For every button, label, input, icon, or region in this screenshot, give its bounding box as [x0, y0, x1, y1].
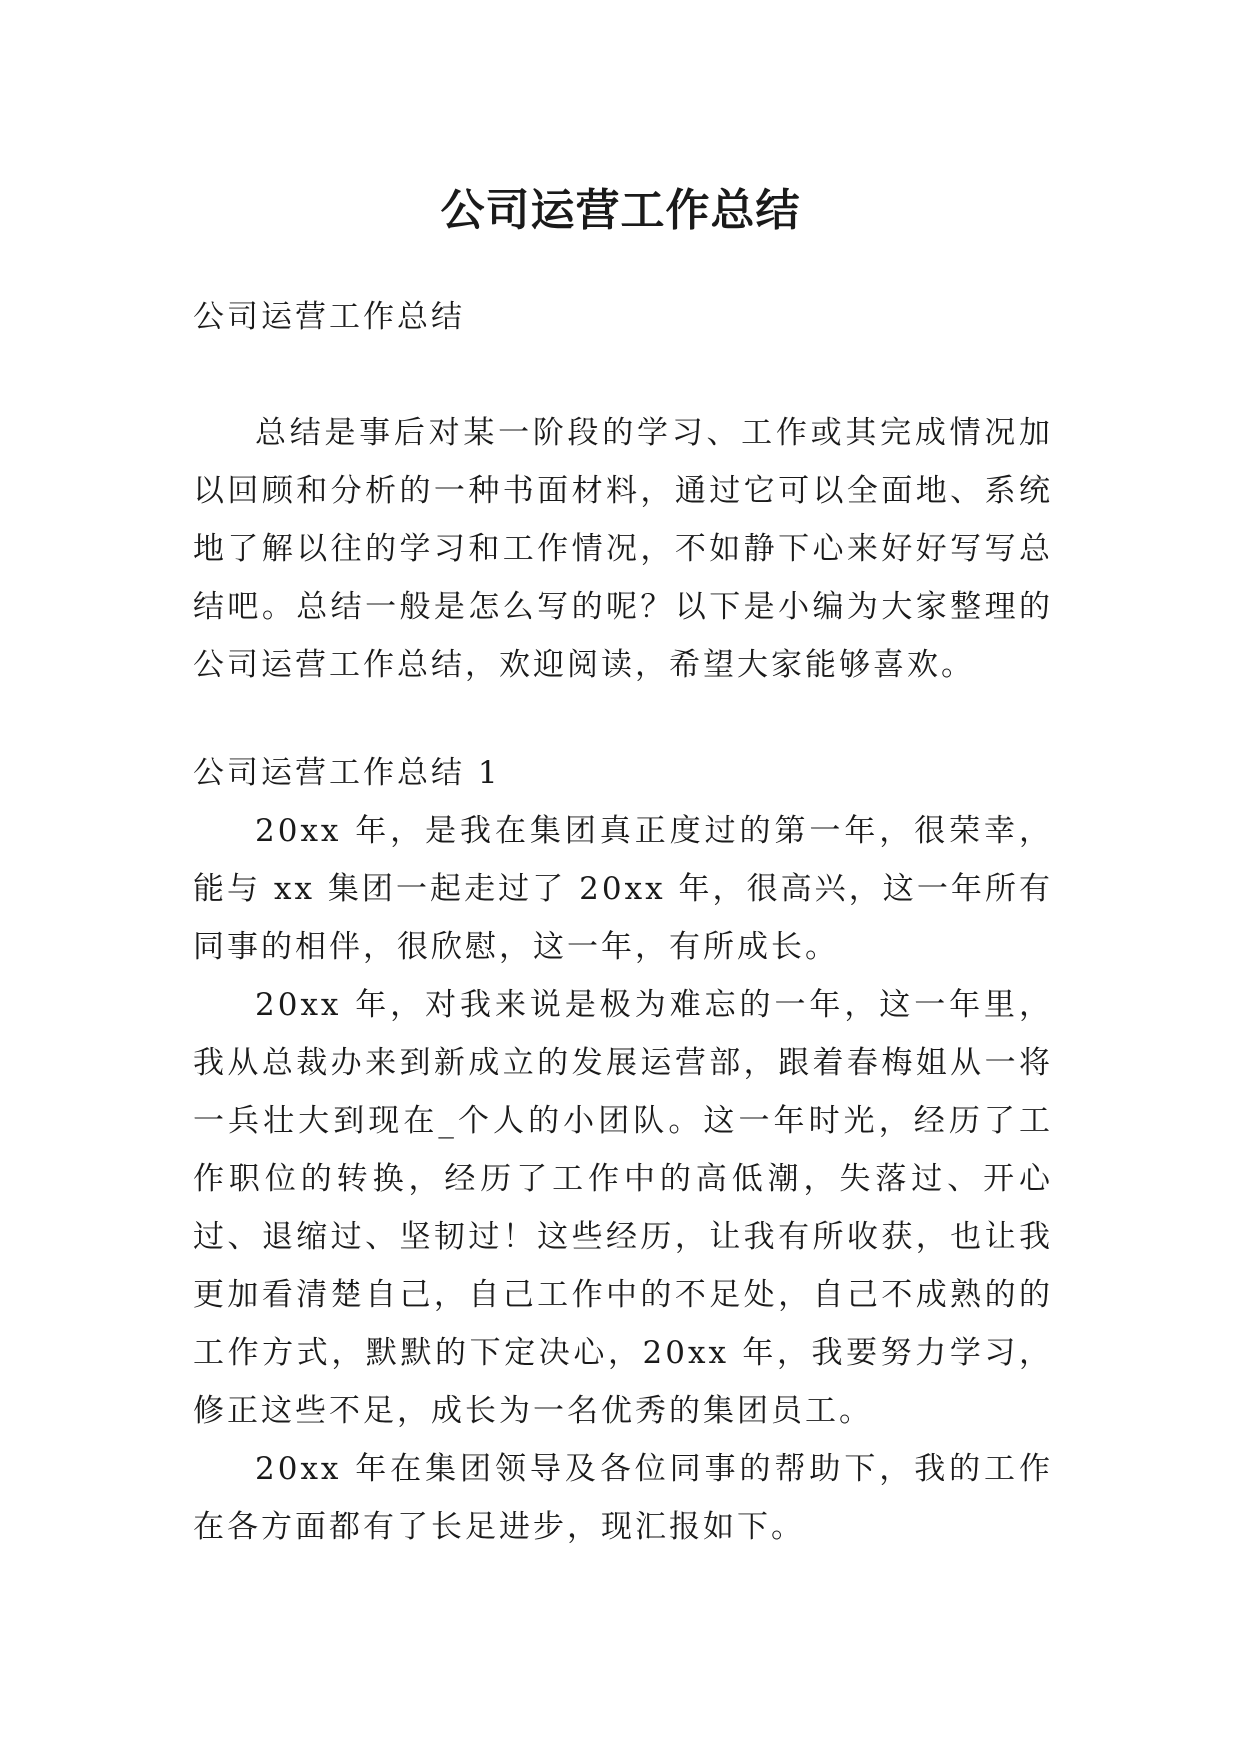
intro-paragraph: 总结是事后对某一阶段的学习、工作或其完成情况加以回顾和分析的一种书面材料，通过它可以全面地、系统地了解以往的学习和工作情况，不如静下心来好好写写总结吧。总结一般是怎么写的呢？以下是小编为大家整理的公司运营工作总结，欢迎阅读，希望大家能够喜欢。	[193, 415, 1053, 683]
spacer	[193, 346, 1053, 404]
document-title: 公司运营工作总结	[440, 185, 801, 237]
section1-paragraph-2: 20xx 年，对我来说是极为难忘的一年，这一年里，我从总裁办来到新成立的发展运营部，跟着春梅姐从一将一兵壮大到现在_个人的小团队。这一年时光，经历了工作职位的转换，经历了工作中的高低潮，失落过、开心过、退缩过、坚韧过！这些经历，让我有所收获，也让我更加看清楚自己，自己工作中的不足处，自己不成熟的的工作方式，默默的下定决心，20xx 年，我要努力学习，修正这些不足，成长为一名优秀的集团员工。	[193, 987, 1053, 1429]
section1-paragraph-3: 20xx 年在集团领导及各位同事的帮助下，我的工作在各方面都有了长足进步，现汇报如下。	[193, 1451, 1053, 1545]
intro-heading: 公司运营工作总结	[193, 299, 465, 335]
section1-paragraph-1: 20xx 年，是我在集团真正度过的第一年，很荣幸，能与 xx 集团一起走过了 20xx 年，很高兴，这一年所有同事的相伴，很欣慰，这一年，有所成长。	[193, 813, 1053, 965]
spacer	[193, 694, 1053, 744]
document-body	[193, 288, 1053, 1556]
section1-heading: 公司运营工作总结 1	[193, 755, 501, 791]
